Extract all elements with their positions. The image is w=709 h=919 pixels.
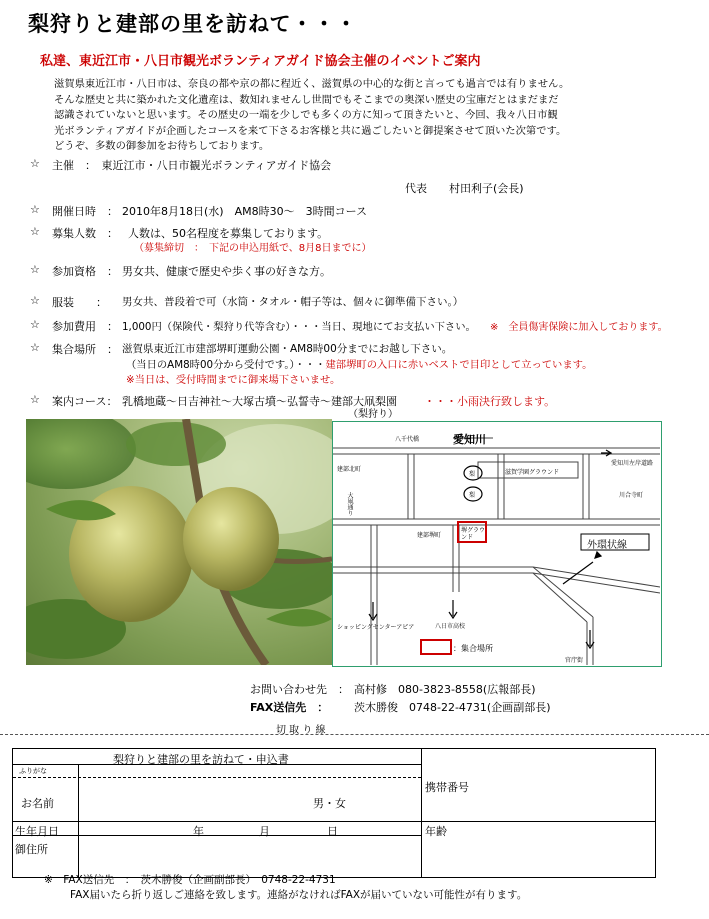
- capacity-value: 人数は、50名程度を募集しております。: [128, 227, 329, 240]
- meeting-label: 集合場所 ：: [52, 343, 118, 356]
- cut-line: [0, 734, 709, 735]
- dress-value: 男女共、普段着で可（水筒・タオル・帽子等は、個々に御準備下さい。）: [122, 296, 464, 308]
- intro-line: 認識されていないと思います。その歴史の一端を少しでも多くの方に知って頂きたいと、今回、我々八日市観: [54, 109, 558, 121]
- inquiry-row: [250, 681, 536, 697]
- intro-line: 滋賀県東近江市・八日市は、奈良の都や京の都に程近く、滋賀県の中心的な街と言っても過言では有りません。: [54, 78, 570, 90]
- fee-value: 1,000円（保険代・梨狩り代等含む）・・・当日、現地にてお支払い下さい。: [122, 321, 476, 333]
- star-icon: ☆: [30, 225, 40, 238]
- form-month: 月: [259, 825, 270, 838]
- address-field[interactable]: [79, 836, 420, 876]
- intro-line: そんな歴史と共に築かれた文化遺産は、数知れませんし世間でもそこまでの奥深い歴史の宝庫だとはまだまだ: [54, 93, 559, 106]
- form-mobile-label: 携帯番号: [425, 781, 469, 794]
- form-address-label: 御住所: [15, 843, 48, 856]
- star-icon: ☆: [30, 263, 40, 276]
- star-icon: ☆: [30, 341, 40, 354]
- map-label-appia: ショッピングセンターアピア: [337, 624, 415, 631]
- star-icon: ☆: [30, 294, 40, 307]
- star-icon: ☆: [30, 318, 40, 331]
- form-gender: 男・女: [313, 797, 346, 810]
- star-icon: ☆: [30, 203, 40, 216]
- cut-line-label: 切 取 り 線: [276, 725, 326, 736]
- fax-label: FAX送信先 ：: [250, 701, 329, 714]
- map-bridge: 八千代橋: [395, 436, 420, 443]
- access-map: [332, 421, 662, 667]
- intro-paragraph: [54, 77, 666, 155]
- fax-value: 茨木勝俊 0748-22-4731(企画副部長): [354, 701, 551, 714]
- intro-line: どうぞ、多数の御参加をお待ちしております。: [54, 140, 270, 152]
- map-legend-label: ：集合場所: [453, 644, 493, 653]
- meeting-line3: ※当日は、受付時間までに御来場下さいませ。: [126, 374, 341, 386]
- dob-field[interactable]: [79, 822, 420, 835]
- map-label-youkaichi-hs: 八日市高校: [435, 623, 466, 630]
- fee-label: 参加費用 ：: [52, 320, 118, 333]
- map-label-shiga-gakuen: 滋賀学園グラウンド: [505, 469, 560, 476]
- meeting-reception: （当日のAM8時00分から受付です。）・・・: [126, 359, 326, 371]
- page-title: 梨狩りと建部の里を訪ねて・・・: [28, 11, 358, 36]
- pear-image: [26, 419, 332, 665]
- map-label-kawaiji: 川合寺町: [619, 492, 644, 499]
- map-pear-1: 梨: [469, 471, 476, 478]
- map-pear-2: 梨: [469, 492, 476, 499]
- name-field[interactable]: [79, 778, 420, 821]
- event-subtitle: 私達、東近江市・八日市観光ボランティアガイド協会主催のイベントご案内: [40, 54, 481, 69]
- meeting-line1: 滋賀県東近江市建部堺町運動公園・AM8時00分までにお越し下さい。: [122, 343, 453, 355]
- intro-line: 光ボランティアガイドが企画したコースを来て下さるお客様と共に過ごしたいと御提案させて頂いた次第です。: [54, 124, 567, 137]
- age-field[interactable]: [473, 822, 653, 876]
- meeting-line2: [126, 356, 592, 371]
- map-label-odako: 大凧通り: [346, 492, 353, 516]
- eligibility-value: 男女共、健康で歴史や歩く事の好きな方。: [122, 265, 331, 278]
- star-icon: ☆: [30, 157, 40, 170]
- map-label-left-bank-road: 愛知川左岸道路: [611, 460, 654, 467]
- date-value: 2010年8月18日(水) AM8時30～ 3時間コース: [122, 205, 368, 218]
- organizer-label: 主催 ： 東近江市・八日市観光ボランティアガイド協会: [52, 159, 332, 172]
- capacity-label: 募集人数 ：: [52, 227, 118, 240]
- form-name-label: お名前: [21, 797, 54, 810]
- pear-photo: [26, 419, 332, 665]
- course-sub: （梨狩り）: [348, 409, 398, 420]
- map-route-label: 外環状線: [587, 540, 627, 551]
- star-icon: ☆: [30, 393, 40, 406]
- course-value: 乳橋地蔵～日吉神社～大塚古墳～弘誓寺～建部大凧梨園: [122, 395, 397, 408]
- capacity-deadline: （募集締切 ： 下記の申込用紙で、8月8日までに）: [134, 243, 372, 254]
- legend-marker: [421, 640, 451, 654]
- map-label-tatebe-sakai: 建部堺町: [417, 532, 442, 539]
- inquiry-label: お問い合わせ先 ：: [250, 683, 349, 696]
- form-title: 梨狩りと建部の里を訪ねて・申込書: [113, 753, 289, 766]
- map-label-kanchogai: 官庁街: [565, 657, 584, 664]
- furigana-field[interactable]: [79, 765, 420, 777]
- dress-label: 服装 ：: [52, 296, 107, 309]
- map-ground-label: 堺グラウンド: [461, 527, 486, 541]
- mobile-field[interactable]: [422, 794, 654, 821]
- footer-fax: ※ FAX送信先 ： 茨木勝俊（企画副部長） 0748-22-4731: [44, 874, 336, 886]
- form-furigana: ふりがな: [19, 767, 47, 775]
- meeting-marker-note: 建部堺町の入口に赤いベストで目印として立っています。: [325, 359, 593, 371]
- application-form: [12, 748, 656, 878]
- fee-insurance-note: ※ 全員傷害保険に加入しております。: [490, 322, 668, 333]
- inquiry-value: 高村修 080-3823-8558(広報部長): [354, 683, 536, 696]
- map-label-tatebe-kita: 建部北町: [337, 466, 362, 473]
- form-dob-label: 生年月日: [15, 825, 59, 838]
- footer-note: FAX届いたら折り返しご連絡を致します。連絡がなければFAXが届いていない可能性が有ります。: [70, 889, 528, 901]
- organizer-representative: 代表 村田利子(会長): [405, 182, 524, 195]
- form-year: 年: [193, 825, 204, 838]
- course-rain-note: ・・・小雨決行致します。: [424, 395, 556, 408]
- date-label: 開催日時 ：: [52, 205, 118, 218]
- course-label: 案内コース：: [52, 395, 118, 408]
- form-age-label: 年齢: [425, 825, 447, 838]
- eligibility-label: 参加資格 ：: [52, 265, 118, 278]
- map-river: 愛知川: [453, 433, 486, 446]
- form-day: 日: [327, 825, 338, 838]
- fax-row: [250, 699, 551, 715]
